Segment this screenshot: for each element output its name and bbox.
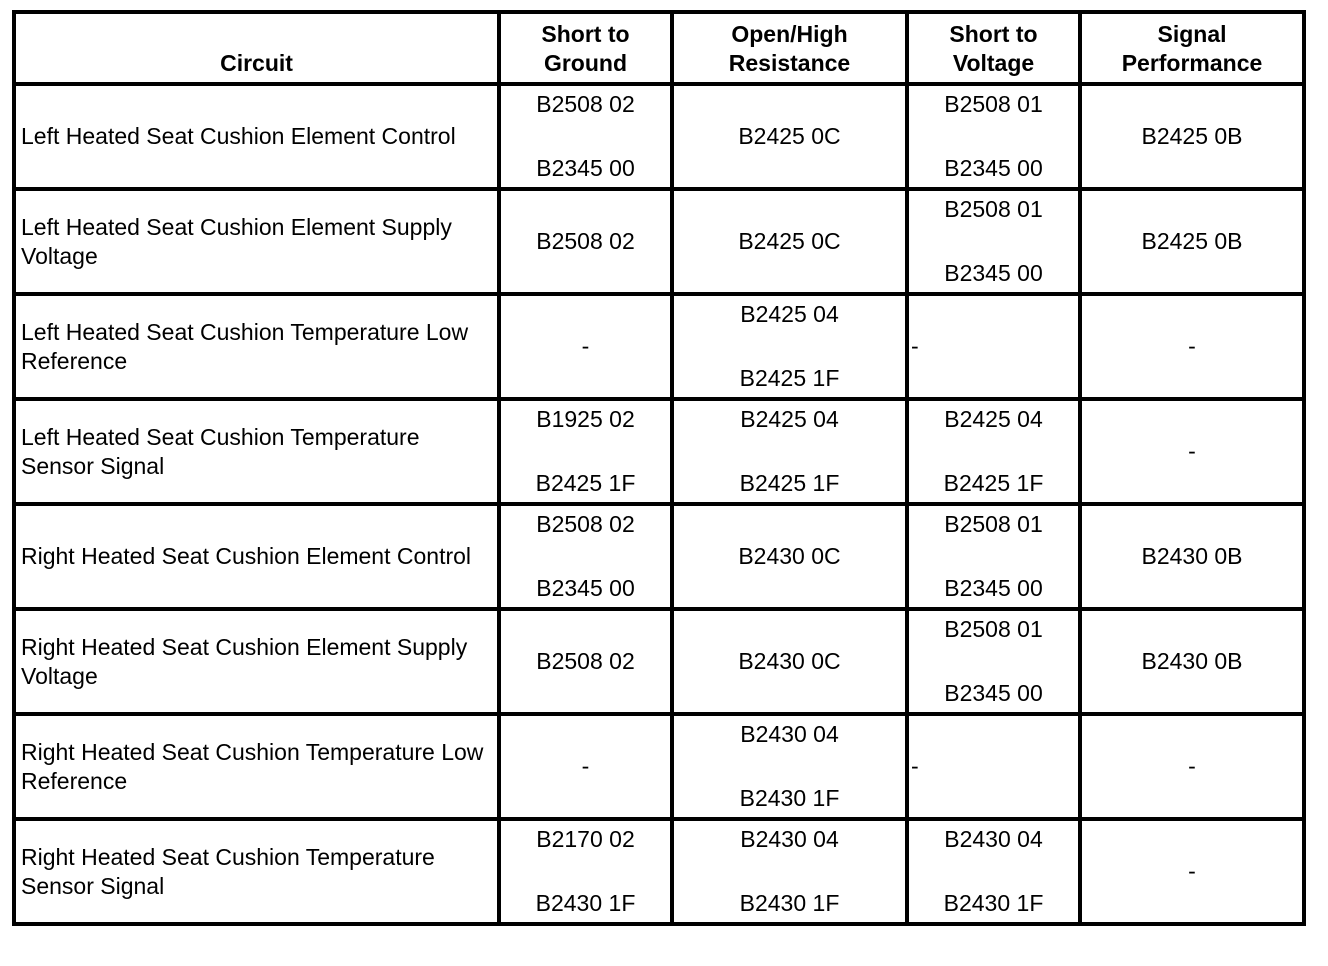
dtc-code: B2430 04 (944, 826, 1043, 852)
cell-short-to-ground (499, 84, 672, 189)
dtc-code: B2345 00 (944, 575, 1043, 601)
header-open-high-line1: Open/High (731, 21, 848, 47)
dtc-code: B2425 1F (739, 365, 840, 391)
cell-open-high-resistance (672, 819, 907, 924)
cell-circuit (14, 504, 499, 609)
dtc-code: B2430 0C (738, 543, 841, 569)
empty-dash: - (1188, 753, 1196, 779)
cell-short-to-ground (499, 294, 672, 399)
cell-short-to-ground (499, 399, 672, 504)
circuit-name: Right Heated Seat Cushion Element Control (21, 543, 472, 569)
header-signal-perf-line2: Performance (1121, 50, 1263, 76)
header-short-to-voltage (907, 12, 1080, 84)
dtc-code: B2430 1F (943, 890, 1044, 916)
header-signal-performance (1080, 12, 1304, 84)
dtc-code: B2425 0C (738, 123, 841, 149)
empty-dash: - (1188, 858, 1196, 884)
cell-short-to-voltage (907, 399, 1080, 504)
cell-short-to-voltage (907, 714, 1080, 819)
dtc-code: B2508 02 (536, 648, 635, 674)
cell-circuit (14, 189, 499, 294)
dtc-code: B2508 01 (944, 196, 1043, 222)
dtc-code: B2508 02 (536, 228, 635, 254)
cell-short-to-voltage (907, 609, 1080, 714)
header-short-to-ground-line2: Ground (543, 50, 628, 76)
dtc-code: B2425 04 (944, 406, 1043, 432)
dtc-code: B2508 01 (944, 616, 1043, 642)
dtc-code: B2345 00 (944, 155, 1043, 181)
cell-short-to-voltage (907, 819, 1080, 924)
cell-open-high-resistance (672, 189, 907, 294)
dtc-code: B2345 00 (944, 260, 1043, 286)
empty-dash: - (1188, 438, 1196, 464)
dtc-code: B2425 0B (1141, 228, 1243, 254)
table-row (14, 504, 1304, 609)
header-circuit-label: Circuit (220, 50, 293, 76)
cell-short-to-ground (499, 189, 672, 294)
table-row (14, 189, 1304, 294)
dtc-code: B2425 1F (535, 470, 636, 496)
header-circuit (14, 12, 499, 84)
header-open-high-line2: Resistance (728, 50, 851, 76)
circuit-name: Right Heated Seat Cushion Element Supply Voltage (21, 633, 468, 689)
cell-open-high-resistance (672, 399, 907, 504)
cell-open-high-resistance (672, 714, 907, 819)
dtc-code: B2425 0B (1141, 123, 1243, 149)
table-row (14, 819, 1304, 924)
dtc-code: B2425 04 (740, 406, 839, 432)
dtc-code: B2430 0B (1141, 543, 1243, 569)
dtc-code: B2425 04 (740, 301, 839, 327)
dtc-code: B2425 1F (943, 470, 1044, 496)
table-row (14, 714, 1304, 819)
cell-circuit (14, 294, 499, 399)
cell-circuit (14, 714, 499, 819)
empty-dash: - (581, 753, 590, 779)
table-row (14, 294, 1304, 399)
cell-open-high-resistance (672, 294, 907, 399)
empty-dash: - (911, 333, 919, 359)
cell-short-to-ground (499, 609, 672, 714)
dtc-code: B2425 1F (739, 470, 840, 496)
header-short-to-ground (499, 12, 672, 84)
header-short-to-voltage-line1: Short to (949, 21, 1038, 47)
header-short-to-ground-line1: Short to (541, 21, 630, 47)
table-body (14, 84, 1304, 924)
cell-signal-performance (1080, 504, 1304, 609)
cell-short-to-voltage (907, 294, 1080, 399)
dtc-code: B2430 1F (739, 785, 840, 811)
cell-signal-performance (1080, 189, 1304, 294)
circuit-name: Left Heated Seat Cushion Temperature Low Reference (21, 318, 469, 374)
cell-signal-performance (1080, 399, 1304, 504)
cell-short-to-ground (499, 504, 672, 609)
cell-signal-performance (1080, 294, 1304, 399)
dtc-code: B2430 1F (739, 890, 840, 916)
empty-dash: - (581, 333, 590, 359)
dtc-code: B2430 1F (535, 890, 636, 916)
cell-short-to-voltage (907, 189, 1080, 294)
circuit-name: Left Heated Seat Cushion Element Supply Voltage (21, 213, 452, 269)
dtc-code: B2430 04 (740, 826, 839, 852)
empty-dash: - (1188, 333, 1196, 359)
cell-circuit (14, 609, 499, 714)
cell-short-to-ground (499, 714, 672, 819)
table-row (14, 399, 1304, 504)
cell-open-high-resistance (672, 504, 907, 609)
header-row (14, 12, 1304, 84)
cell-circuit (14, 399, 499, 504)
cell-signal-performance (1080, 714, 1304, 819)
table-row (14, 84, 1304, 189)
dtc-code: B2345 00 (536, 155, 635, 181)
dtc-code: B2508 01 (944, 511, 1043, 537)
dtc-code: B2508 01 (944, 91, 1043, 117)
dtc-code: B2345 00 (944, 680, 1043, 706)
cell-open-high-resistance (672, 609, 907, 714)
dtc-code: B2430 04 (740, 721, 839, 747)
dtc-code: B2345 00 (536, 575, 635, 601)
cell-short-to-voltage (907, 84, 1080, 189)
dtc-code: B2425 0C (738, 228, 841, 254)
cell-circuit (14, 819, 499, 924)
header-open-high-resistance (672, 12, 907, 84)
header-short-to-voltage-line2: Voltage (952, 50, 1035, 76)
cell-signal-performance (1080, 819, 1304, 924)
dtc-code: B2508 02 (536, 91, 635, 117)
header-signal-perf-line1: Signal (1157, 21, 1227, 47)
circuit-name: Right Heated Seat Cushion Temperature Low Reference (21, 738, 484, 794)
dtc-code: B1925 02 (536, 406, 635, 432)
dtc-table (12, 10, 1306, 926)
cell-signal-performance (1080, 609, 1304, 714)
cell-short-to-ground (499, 819, 672, 924)
circuit-name: Left Heated Seat Cushion Element Control (21, 123, 456, 149)
dtc-code: B2430 0B (1141, 648, 1243, 674)
dtc-code: B2430 0C (738, 648, 841, 674)
empty-dash: - (911, 753, 919, 779)
circuit-name: Right Heated Seat Cushion Temperature Sensor Signal (21, 843, 435, 899)
dtc-code: B2170 02 (536, 826, 635, 852)
cell-open-high-resistance (672, 84, 907, 189)
cell-circuit (14, 84, 499, 189)
cell-short-to-voltage (907, 504, 1080, 609)
dtc-code: B2508 02 (536, 511, 635, 537)
table-row (14, 609, 1304, 714)
cell-signal-performance (1080, 84, 1304, 189)
circuit-name: Left Heated Seat Cushion Temperature Sensor Signal (21, 423, 420, 479)
